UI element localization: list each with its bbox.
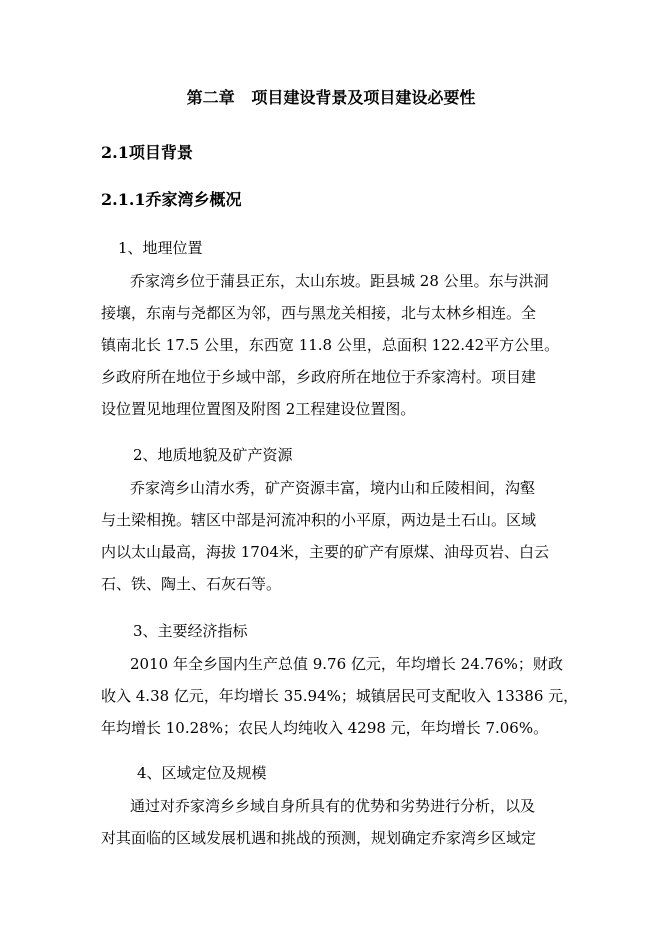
paragraph-line: 与土梁相挽。辖区中部是河流冲积的小平原，两边是土石山。区域 — [101, 511, 537, 529]
section-heading-2-1: 2.1项目背景 — [101, 143, 193, 162]
paragraph-line: 收入 4.38 亿元，年均增长 35.94%；城镇居民可支配收入 13386 元， — [101, 687, 579, 705]
subsection-title-economy: 3、主要经济指标 — [133, 622, 248, 640]
chapter-title: 第二章 项目建设背景及项目建设必要性 — [186, 88, 476, 107]
subsection-title-location: 1、地理位置 — [118, 239, 203, 257]
subsection-title-geology: 2、地质地貌及矿产资源 — [133, 446, 293, 464]
paragraph-line: 对其面临的区域发展机遇和挑战的预测，规划确定乔家湾乡区域定 — [101, 829, 537, 847]
paragraph-line: 设位置见地理位置图及附图 2工程建设位置图。 — [101, 400, 416, 418]
paragraph-line: 乡政府所在地位于乡域中部，乡政府所在地位于乔家湾村。项目建 — [101, 368, 537, 386]
paragraph-line: 石、铁、陶土、石灰石等。 — [101, 575, 282, 593]
subsection-title-positioning: 4、区域定位及规模 — [137, 764, 267, 782]
paragraph-line: 通过对乔家湾乡乡域自身所具有的优势和劣势进行分析，以及 — [130, 797, 536, 815]
paragraph-line: 镇南北长 17.5 公里，东西宽 11.8 公里，总面积 122.42平方公里。 — [101, 336, 560, 354]
paragraph-line: 接壤，东南与尧都区为邻，西与黑龙关相接，北与太林乡相连。全 — [101, 304, 537, 322]
paragraph-line: 内以太山最高，海拔 1704米，主要的矿产有原煤、油母页岩、白云 — [101, 543, 549, 561]
section-heading-2-1-1: 2.1.1乔家湾乡概况 — [101, 190, 242, 209]
paragraph-line: 乔家湾乡山清水秀，矿产资源丰富，境内山和丘陵相间，沟壑 — [130, 479, 536, 497]
paragraph-line: 2010 年全乡国内生产总值 9.76 亿元，年均增长 24.76%；财政 — [130, 655, 563, 673]
paragraph-line: 年均增长 10.28%；农民人均纯收入 4298 元，年均增长 7.06%。 — [101, 719, 549, 737]
paragraph-line: 乔家湾乡位于蒲县正东，太山东坡。距县城 28 公里。东与洪洞 — [130, 272, 549, 290]
